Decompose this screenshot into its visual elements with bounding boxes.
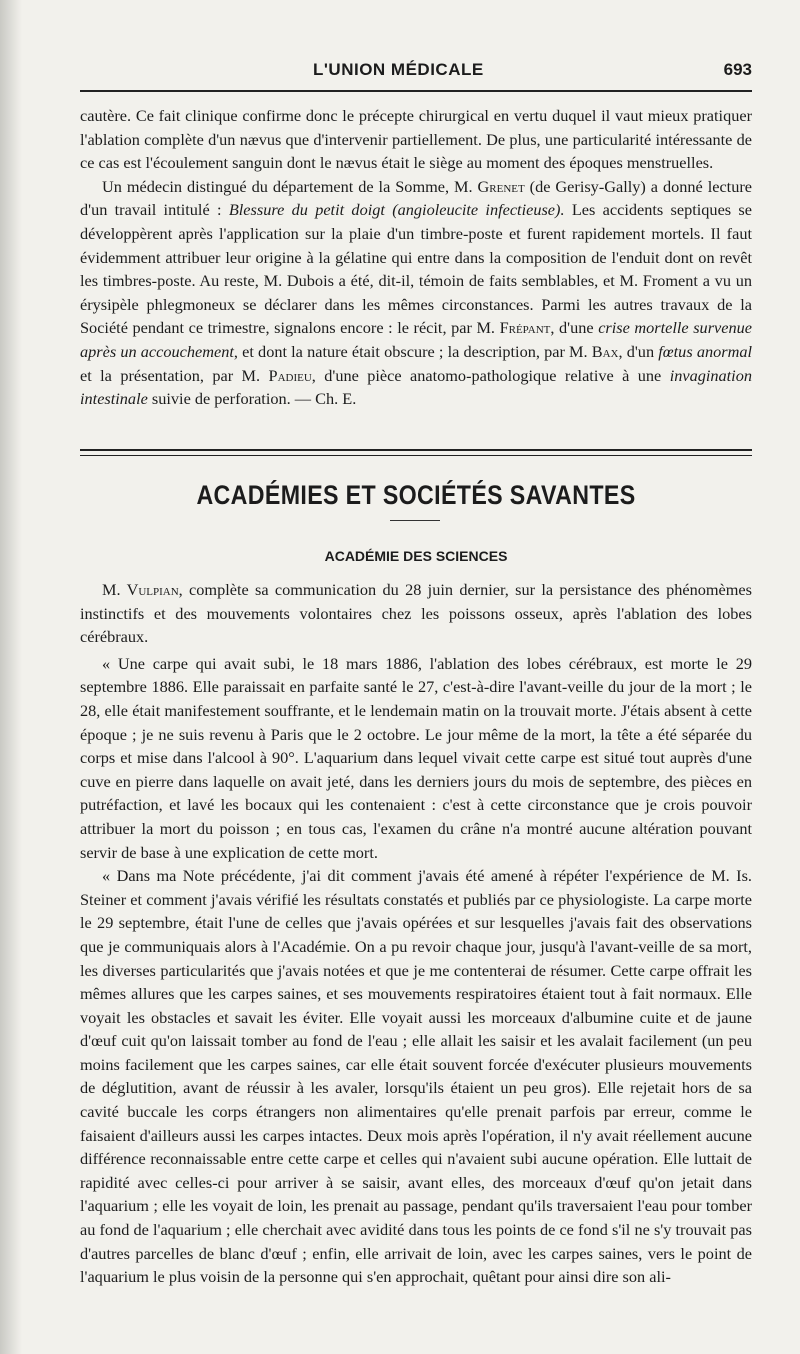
page-number: 693 — [723, 60, 752, 79]
header-rule — [80, 90, 752, 92]
author-name: M. Vulpian — [102, 580, 179, 599]
work-title: invagination intestinale — [80, 365, 752, 409]
paragraph: « Dans ma Note précédente, j'ai dit comment j'avais été amené à répéter l'expérience de M. Is. Steiner et comment j'avais vérifié les résultats constatés et publiés par ce physiologiste. La carpe morte le 29 septembre, était l'une de celles que j'avais opérées et sur lesquelles j'avais fait des observations que je communiquais alors à l'Académie. On a pu revoir chaque jour, jusqu'à l'avant-veille de sa mort, les diverses particularités que j'avais notées et que je me contenterai de résumer. Cette carpe offrait les mêmes allures que les carpes saines, et ses mouvements respiratoires étaient tout à fait normaux. Elle voyait les obstacles et savait les éviter. Elle voyait aussi les morceaux d'albumine cuite et de jaune d'œuf cuit qu'on laissait tomber au fond de l'eau ; elle allait les saisir et les avalait facilement (un peu moins facilement que les carpes saines, car elle était souvent forcée d'exécuter plusieurs mouvements de déglutition, avant de réussir à les avaler, lorsqu'ils étaient un peu gros). Elle rejetait hors de sa cavité buccale les corps étrangers non alimentaires qu'elle prenait parfois par erreur, comme le faisaient d'ailleurs aussi les carpes intactes. Deux mois après l'opération, il n'y avait réellement aucune différence reconnaissable entre cette carpe et celles qui n'avaient subi aucune opération. Elle luttait de rapidité avec celles-ci pour arriver à se saisir, avant elles, des morceaux d'œuf qu'on jetait dans l'aquarium ; elle les voyait de loin, les prenait au passage, pendant qu'ils traversaient l'eau pour tomber au fond de l'aquarium ; elle cherchait avec avidité dans tous les points de ce fond s'il ne s'y trouvait pas d'autres parcelles de blanc d'œuf ; enfin, elle arrivait de loin, avec les carpes saines, vers le point de l'aquarium le plus voisin de la personne qui s'en approchait, quêtant pour ainsi dire son ali- — [80, 866, 752, 1287]
page-header — [80, 60, 752, 86]
paragraph: M. Vulpian, complète sa communication du 28 juin dernier, sur la persistance des phénomèmes instinctifs et des mouvements volontaires chez les poissons osseux, après l'ablation des lobes cérébraux. — [80, 580, 752, 647]
paragraph: cautère. Ce fait clinique confirme donc le précepte chirurgical en vertu duquel il vaut mieux pratiquer l'ablation complète d'un nævus que d'intervenir partiellement. De plus, une particularité intéressante de ce cas est l'écoulement sanguin dont le nævus était le siège au moment des époques menstruelles. — [80, 106, 752, 173]
paragraph: « Une carpe qui avait subi, le 18 mars 1886, l'ablation des lobes cérébraux, est morte le 29 septembre 1886. Elle paraissait en parfaite santé le 27, c'est-à-dire l'avant-veille du jour de la mort ; le 28, elle était manifestement souffrante, et le lendemain matin on la trouvait morte. J'étais absent à cette époque ; je ne suis revenu à Paris que le 2 octobre. Le jour même de la mort, la tête a été séparée du corps et mise dans l'alcool à 90°. L'aquarium dans lequel vivait cette carpe est situé tout auprès d'une cuve en pierre dans laquelle on avait jeté, dans les derniers jours du mois de septembre, des pièces en putréfaction, et lavé les bocaux qui les contenaient : c'est à cette circonstance que je crois pouvoir attribuer la mort du poisson ; en tous cas, l'examen du crâne n'a montré aucune altération pouvant servir de base à une explication de cette mort. — [80, 653, 752, 862]
section-title: ACADÉMIES ET SOCIÉTÉS SAVANTES — [196, 480, 636, 510]
author-name: Padieu — [268, 365, 312, 385]
author-name: Bax — [591, 341, 619, 361]
author-name: Frépant — [499, 318, 551, 338]
work-title: Blessure du petit doigt (angioleucite infectieuse). — [228, 200, 565, 220]
author-name: Grenet — [477, 176, 525, 196]
work-title: fœtus anormal — [658, 341, 752, 361]
section-rule-bottom — [80, 455, 752, 456]
running-title: L'UNION MÉDICALE — [313, 60, 484, 79]
article-body — [80, 578, 752, 1289]
section-subtitle: ACADÉMIE DES SCIENCES — [324, 548, 508, 564]
work-title: crise mortelle survenue après un accouchement — [80, 318, 752, 361]
page-gutter-shadow — [0, 0, 22, 1354]
previous-article-end — [80, 104, 752, 411]
title-underline — [390, 520, 440, 521]
paragraph: Un médecin distingué du département de la Somme, M. Grenet (de Gerisy-Gally) a donné lecture d'un travail intitulé : Blessure du petit doigt (angioleucite infectieuse). Les accidents septiques se développèrent après l'application sur la plaie d'un timbre-poste et furent rapidement mortels. Il faut évidemment attribuer leur origine à la gélatine qui entre dans la composition de l'enduit dont on revêt les timbres-poste. Au reste, M. Dubois a été, dit-il, témoin de faits semblables, et M. Froment a vu un érysipèle phlegmoneux se déclarer dans les mêmes circonstances. Parmi les autres travaux de la Société pendant ce trimestre, signalons encore : le récit, par M. Frépant, d'une crise mortelle survenue après un accouchement, et dont la nature était obscure ; la description, par M. Bax, d'un fœtus anormal et la présentation, par M. Padieu, d'une pièce anatomo-pathologique relative à une invagination intestinale suivie de perforation. — Ch. E. — [80, 176, 752, 409]
section-rule-top — [80, 449, 752, 451]
